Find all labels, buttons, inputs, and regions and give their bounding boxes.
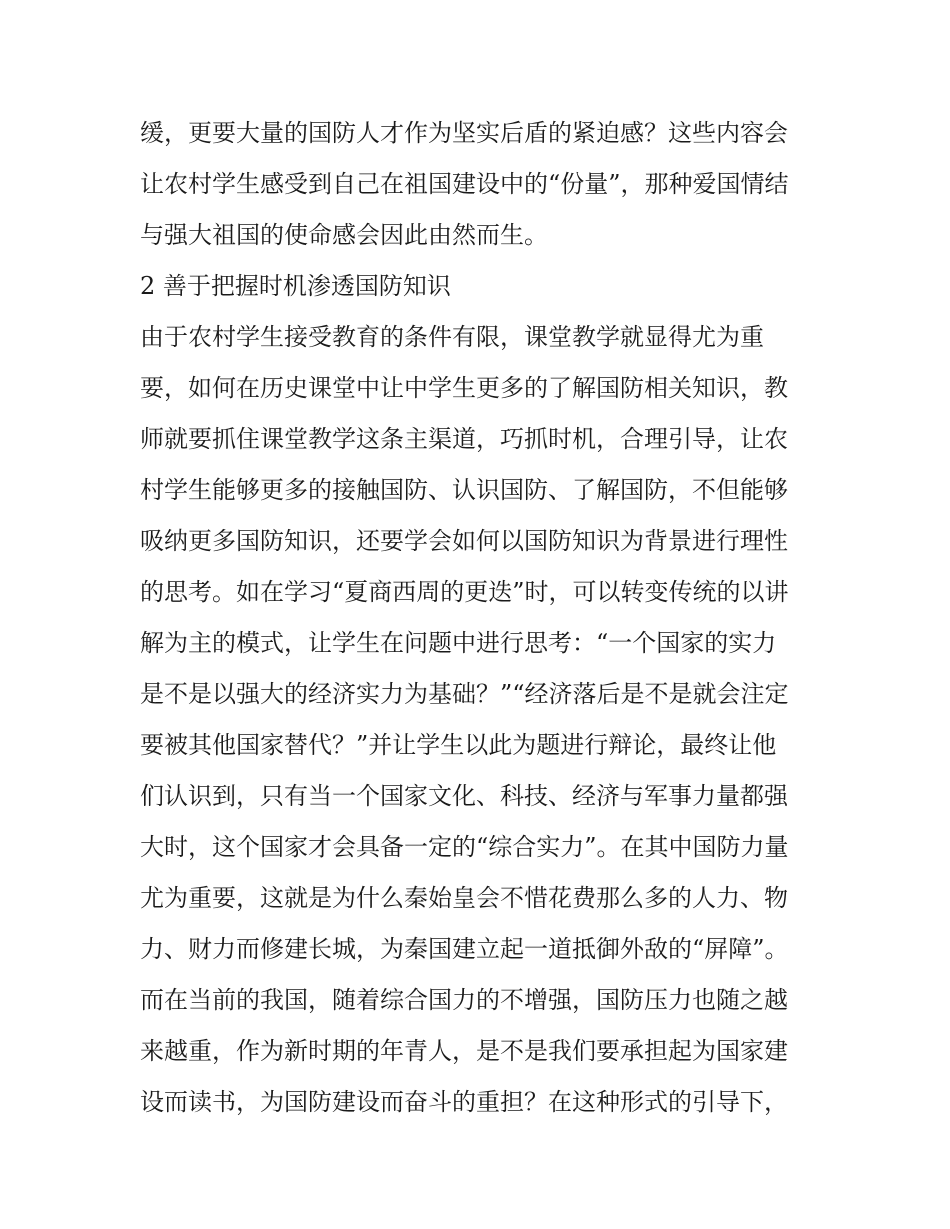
section-heading: 2 善于把握时机渗透国防知识 [140,272,451,300]
text-line: 的思考。如在学习“夏商西周的更迭”时，可以转变传统的以讲 [140,578,789,606]
text-line: 要被其他国家替代？”并让学生以此为题进行辩论，最终让他 [140,731,777,759]
body-text [140,108,820,1128]
text-line: 而在当前的我国，随着综合国力的不增强，国防压力也随之越 [140,986,788,1014]
text-line: 力、财力而修建长城，为秦国建立起一道抵御外敌的“屏障”。 [140,935,789,963]
text-line: 与强大祖国的使命感会因此由然而生。 [140,221,548,249]
text-line: 是不是以强大的经济实力为基础？”“经济落后是不是就会注定 [140,680,789,708]
text-line: 吸纳更多国防知识，还要学会如何以国防知识为背景进行理性 [140,527,788,555]
text-line: 师就要抓住课堂教学这条主渠道，巧抓时机，合理引导，让农 [140,425,788,453]
text-line: 设而读书，为国防建设而奋斗的重担？在这种形式的引导下， [140,1088,788,1116]
text-line: 们认识到，只有当一个国家文化、科技、经济与军事力量都强 [140,782,788,810]
text-line: 由于农村学生接受教育的条件有限，课堂教学就显得尤为重 [140,323,764,351]
text-line: 村学生能够更多的接触国防、认识国防、了解国防，不但能够 [140,476,788,504]
text-line: 要，如何在历史课堂中让中学生更多的了解国防相关知识，教 [140,374,788,402]
text-line: 缓，更要大量的国防人才作为坚实后盾的紧迫感？这些内容会 [140,119,788,147]
text-line: 尤为重要，这就是为什么秦始皇会不惜花费那么多的人力、物 [140,884,788,912]
text-line: 让农村学生感受到自己在祖国建设中的“份量”，那种爱国情结 [140,170,789,198]
text-line: 来越重，作为新时期的年青人，是不是我们要承担起为国家建 [140,1037,788,1065]
text-line: 解为主的模式，让学生在问题中进行思考：“一个国家的实力 [140,629,777,657]
text-line: 大时，这个国家才会具备一定的“综合实力”。在其中国防力量 [140,833,789,861]
